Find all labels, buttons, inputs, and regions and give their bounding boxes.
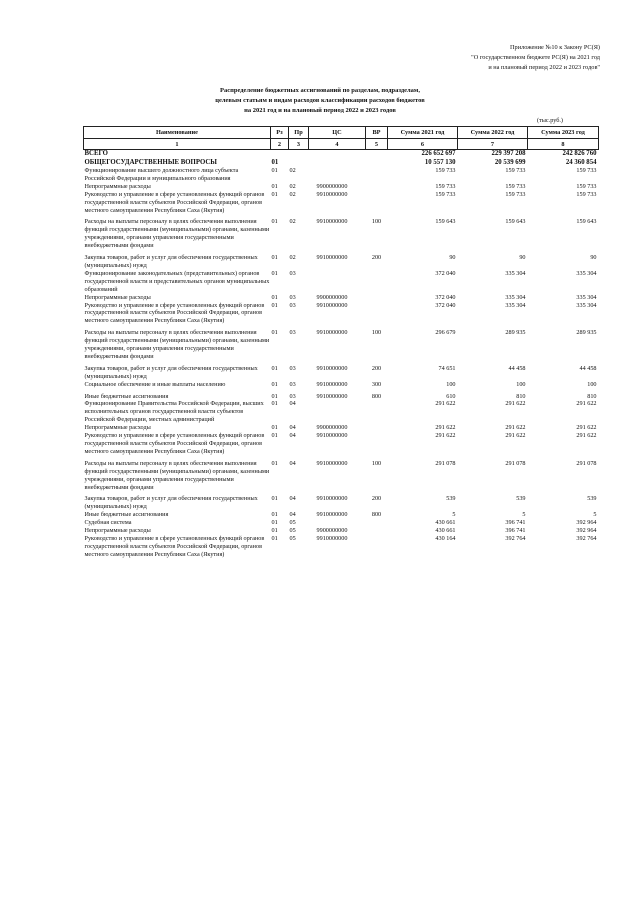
appendix-header bbox=[360, 43, 600, 73]
cell-sum-2023: 392 964 bbox=[576, 519, 597, 527]
table-column-numbers-row bbox=[84, 139, 599, 150]
cell-sum-2021: 90 bbox=[449, 254, 456, 262]
cell-rz: 01 bbox=[271, 527, 278, 535]
cell-rz: 01 bbox=[271, 495, 278, 503]
title-line: Распределение бюджетных ассигнований по разделам, подразделам, bbox=[220, 87, 420, 94]
table-row bbox=[84, 519, 599, 527]
appendix-line: и на плановый период 2022 и 2023 годов" bbox=[488, 64, 600, 71]
table-row bbox=[84, 183, 599, 191]
cell-rz: 01 bbox=[271, 459, 278, 467]
cell-sum-2021: 159 733 bbox=[435, 182, 456, 190]
cell-pr: 04 bbox=[289, 495, 296, 503]
table-row bbox=[84, 535, 599, 559]
cell-cs: 9910000000 bbox=[316, 364, 348, 372]
cell-rz: 01 bbox=[271, 158, 279, 166]
cell-vr: 100 bbox=[371, 459, 382, 467]
cell-sum-2022: 44 458 bbox=[508, 364, 526, 372]
cell-cs: 9910000000 bbox=[316, 432, 348, 440]
header-name: Наименование bbox=[84, 127, 271, 139]
cell-sum-2023: 5 bbox=[593, 511, 597, 519]
header-sum-2022: Сумма 2022 год bbox=[458, 127, 528, 139]
cell-pr: 04 bbox=[289, 424, 296, 432]
cell-name: Функционирование законодательных (представительных) органов государственной власти и представительных органов муниципальных образований bbox=[84, 269, 270, 293]
cell-sum-2023: 810 bbox=[587, 392, 597, 400]
cell-vr bbox=[366, 183, 388, 191]
cell-name: Руководство и управление в сфере установленных функций органов государственной власти субъектов Российской Федерации, органов местного самоуправления Республики Саха (Якутия) bbox=[84, 301, 265, 325]
column-number: 4 bbox=[309, 139, 366, 150]
table-row bbox=[84, 270, 599, 294]
cell-sum-2022: 335 304 bbox=[505, 301, 526, 309]
cell-pr: 05 bbox=[289, 527, 296, 535]
table-row bbox=[84, 527, 599, 535]
cell-sum-2023: 291 622 bbox=[576, 432, 597, 440]
cell-sum-2021: 430 661 bbox=[435, 519, 456, 527]
cell-sum-2023: 335 304 bbox=[576, 269, 597, 277]
cell-rz: 01 bbox=[271, 424, 278, 432]
cell-sum-2023: 90 bbox=[590, 254, 597, 262]
cell-name: Закупка товаров, работ и услуг для обеспечения государственных (муниципальных) нужд bbox=[84, 364, 258, 380]
cell-name: Социальное обеспечение и иные выплаты населению bbox=[84, 380, 226, 388]
cell-sum-2021: 539 bbox=[446, 495, 456, 503]
cell-pr bbox=[289, 150, 309, 159]
cell-cs: 9900000000 bbox=[316, 182, 348, 190]
cell-cs: 9900000000 bbox=[316, 527, 348, 535]
cell-rz: 01 bbox=[271, 182, 278, 190]
cell-vr: 100 bbox=[371, 329, 382, 337]
cell-pr: 02 bbox=[289, 182, 296, 190]
cell-cs bbox=[309, 270, 366, 294]
cell-cs: 9900000000 bbox=[316, 424, 348, 432]
cell-cs: 9910000000 bbox=[316, 534, 348, 542]
cell-pr: 03 bbox=[289, 293, 296, 301]
header-vr: ВР bbox=[366, 127, 388, 139]
cell-sum-2023: 289 935 bbox=[576, 329, 597, 337]
cell-rz: 01 bbox=[271, 293, 278, 301]
cell-pr: 02 bbox=[289, 190, 296, 198]
cell-pr: 05 bbox=[289, 519, 296, 527]
cell-sum-2022: 5 bbox=[522, 511, 526, 519]
cell-name: Закупка товаров, работ и услуг для обеспечения государственных (муниципальных) нужд bbox=[84, 254, 258, 269]
cell-cs: 9910000000 bbox=[316, 301, 348, 309]
cell-sum-2023: 44 458 bbox=[579, 364, 597, 372]
cell-rz: 01 bbox=[271, 534, 278, 542]
table-row bbox=[84, 424, 599, 432]
table-row bbox=[84, 254, 599, 270]
cell-sum-2022: 291 622 bbox=[505, 424, 526, 432]
table-row bbox=[84, 191, 599, 215]
cell-sum-2021: 100 bbox=[446, 380, 456, 388]
cell-sum-2022: 20 539 699 bbox=[494, 158, 526, 166]
cell-sum-2023: 335 304 bbox=[576, 293, 597, 301]
cell-vr bbox=[366, 400, 388, 424]
cell-sum-2023: 392 964 bbox=[576, 527, 597, 535]
cell-cs: 9910000000 bbox=[316, 495, 348, 503]
column-number: 3 bbox=[289, 139, 309, 150]
cell-name: Функционирование высшего должностного лица субъекта Российской Федерации и муниципального образования bbox=[84, 167, 239, 182]
cell-vr bbox=[366, 424, 388, 432]
cell-sum-2022: 159 643 bbox=[505, 218, 526, 226]
column-number: 6 bbox=[388, 139, 458, 150]
column-number: 7 bbox=[458, 139, 528, 150]
cell-vr: 100 bbox=[371, 218, 382, 226]
table-row bbox=[84, 329, 599, 361]
cell-sum-2021: 291 622 bbox=[435, 400, 456, 408]
cell-sum-2022: 810 bbox=[516, 392, 526, 400]
cell-cs: 9910000000 bbox=[316, 329, 348, 337]
cell-pr: 02 bbox=[289, 167, 296, 174]
cell-rz: 01 bbox=[271, 218, 278, 226]
cell-vr: 200 bbox=[371, 495, 382, 503]
cell-sum-2021: 610 bbox=[446, 392, 456, 400]
cell-vr bbox=[366, 150, 388, 159]
table-row bbox=[84, 511, 599, 519]
table-row bbox=[84, 460, 599, 492]
cell-sum-2022: 159 733 bbox=[505, 190, 526, 198]
cell-rz: 01 bbox=[271, 301, 278, 309]
cell-cs bbox=[309, 150, 366, 159]
budget-table bbox=[83, 126, 599, 559]
cell-pr: 04 bbox=[289, 400, 296, 408]
table-row bbox=[84, 302, 599, 326]
cell-rz: 01 bbox=[271, 254, 278, 262]
cell-vr: 800 bbox=[371, 392, 382, 400]
cell-sum-2022: 392 764 bbox=[505, 534, 526, 542]
cell-sum-2023: 392 764 bbox=[576, 534, 597, 542]
cell-cs bbox=[309, 519, 366, 527]
cell-name: Руководство и управление в сфере установленных функций органов государственной власти субъектов Российской Федерации, органов местного самоуправления Республики Саха (Якутия) bbox=[84, 190, 265, 214]
cell-rz: 01 bbox=[271, 392, 278, 400]
header-cs: ЦС bbox=[309, 127, 366, 139]
cell-sum-2023: 242 826 760 bbox=[562, 150, 597, 157]
cell-sum-2023: 291 622 bbox=[576, 400, 597, 408]
cell-pr: 05 bbox=[289, 534, 296, 542]
cell-sum-2022: 335 304 bbox=[505, 269, 526, 277]
table-header-row bbox=[84, 127, 599, 139]
cell-sum-2022: 229 397 208 bbox=[491, 150, 526, 157]
cell-pr: 04 bbox=[289, 511, 296, 519]
header-sum-2023: Сумма 2023 год bbox=[528, 127, 599, 139]
cell-sum-2022: 396 741 bbox=[505, 527, 526, 535]
table-row bbox=[84, 159, 599, 168]
table-body bbox=[84, 150, 599, 559]
cell-name: Закупка товаров, работ и услуг для обеспечения государственных (муниципальных) нужд bbox=[84, 495, 258, 511]
cell-sum-2023: 335 304 bbox=[576, 301, 597, 309]
cell-vr bbox=[366, 535, 388, 559]
cell-sum-2022: 396 741 bbox=[505, 519, 526, 527]
cell-sum-2023: 291 078 bbox=[576, 459, 597, 467]
cell-rz: 01 bbox=[271, 380, 278, 388]
cell-pr: 02 bbox=[289, 218, 296, 226]
cell-sum-2022: 100 bbox=[516, 380, 526, 388]
cell-sum-2022: 159 733 bbox=[505, 182, 526, 190]
cell-name: Непрограммные расходы bbox=[84, 293, 151, 301]
cell-sum-2023: 159 733 bbox=[576, 167, 597, 174]
cell-rz: 01 bbox=[271, 190, 278, 198]
cell-sum-2022: 539 bbox=[516, 495, 526, 503]
cell-vr bbox=[366, 167, 388, 183]
table-row bbox=[84, 393, 599, 401]
table-row bbox=[84, 167, 599, 183]
cell-vr bbox=[366, 302, 388, 326]
cell-name: Непрограммные расходы bbox=[84, 527, 151, 535]
cell-sum-2021: 291 622 bbox=[435, 432, 456, 440]
cell-pr: 03 bbox=[289, 380, 296, 388]
cell-sum-2021: 296 679 bbox=[435, 329, 456, 337]
column-number: 2 bbox=[271, 139, 289, 150]
cell-vr bbox=[366, 270, 388, 294]
cell-cs: 9910000000 bbox=[316, 218, 348, 226]
cell-pr: 02 bbox=[289, 254, 296, 262]
cell-sum-2022: 335 304 bbox=[505, 293, 526, 301]
cell-sum-2023: 100 bbox=[587, 380, 597, 388]
cell-sum-2023: 159 733 bbox=[576, 190, 597, 198]
cell-sum-2021: 372 040 bbox=[435, 269, 456, 277]
appendix-line: Приложение №10 к Закону РС(Я) bbox=[510, 44, 600, 51]
cell-cs: 9910000000 bbox=[316, 190, 348, 198]
cell-sum-2021: 226 652 697 bbox=[421, 150, 456, 157]
cell-pr: 03 bbox=[289, 329, 296, 337]
cell-pr: 03 bbox=[289, 364, 296, 372]
cell-vr bbox=[366, 519, 388, 527]
cell-pr: 04 bbox=[289, 459, 296, 467]
cell-rz: 01 bbox=[271, 269, 278, 277]
cell-sum-2022: 291 622 bbox=[505, 400, 526, 408]
header-sum-2021: Сумма 2021 год bbox=[388, 127, 458, 139]
cell-sum-2022: 289 935 bbox=[505, 329, 526, 337]
table-row bbox=[84, 218, 599, 250]
cell-pr: 03 bbox=[289, 392, 296, 400]
cell-sum-2022: 159 733 bbox=[505, 167, 526, 174]
cell-rz: 01 bbox=[271, 519, 278, 527]
cell-sum-2021: 372 040 bbox=[435, 301, 456, 309]
cell-vr bbox=[366, 159, 388, 168]
table-row bbox=[84, 150, 599, 159]
cell-cs: 9910000000 bbox=[316, 254, 348, 262]
cell-name: Непрограммные расходы bbox=[84, 182, 151, 190]
table-row bbox=[84, 400, 599, 424]
cell-sum-2021: 291 078 bbox=[435, 459, 456, 467]
table-row bbox=[84, 294, 599, 302]
appendix-line: "О государственном бюджете РС(Я) на 2021 год bbox=[471, 54, 600, 61]
cell-sum-2021: 372 040 bbox=[435, 293, 456, 301]
unit-label: (тыс.руб.) bbox=[537, 117, 563, 124]
column-number: 8 bbox=[528, 139, 599, 150]
cell-sum-2021: 430 661 bbox=[435, 527, 456, 535]
cell-rz: 01 bbox=[271, 167, 278, 174]
cell-name: Руководство и управление в сфере установленных функций органов государственной власти субъектов Российской Федерации, органов местного самоуправления Республики Саха (Якутия) bbox=[84, 432, 265, 455]
table-row bbox=[84, 381, 599, 389]
cell-name: Функционирование Правительства Российской Федерации, высших исполнительных органов государственной власти субъектов Российской Федерации, местных администраций bbox=[84, 400, 264, 424]
table-row bbox=[84, 495, 599, 511]
table-row bbox=[84, 365, 599, 381]
cell-rz: 01 bbox=[271, 329, 278, 337]
cell-name: Расходы на выплаты персоналу в целях обеспечения выполнения функций государственными (муниципальными) органами, казенными учреждениями, органами управления государственными внебюджетными фондами bbox=[84, 459, 270, 491]
cell-rz bbox=[271, 150, 289, 159]
document-title bbox=[85, 86, 555, 116]
cell-sum-2021: 159 733 bbox=[435, 190, 456, 198]
cell-name: Расходы на выплаты персоналу в целях обеспечения выполнения функций государственными (муниципальными) органами, казенными учреждениями, органами управления государственными внебюджетными фондами bbox=[84, 329, 270, 360]
cell-pr: 04 bbox=[289, 432, 296, 440]
table-row bbox=[84, 432, 599, 456]
cell-name: Судебная система bbox=[84, 519, 132, 527]
cell-cs bbox=[309, 167, 366, 183]
cell-name: Непрограммные расходы bbox=[84, 424, 151, 432]
cell-vr bbox=[366, 294, 388, 302]
cell-rz: 01 bbox=[271, 432, 278, 440]
cell-sum-2021: 159 643 bbox=[435, 218, 456, 226]
cell-sum-2023: 539 bbox=[587, 495, 597, 503]
cell-rz: 01 bbox=[271, 511, 278, 519]
cell-sum-2021: 291 622 bbox=[435, 424, 456, 432]
cell-vr: 800 bbox=[371, 511, 382, 519]
cell-cs bbox=[309, 400, 366, 424]
cell-sum-2023: 159 643 bbox=[576, 218, 597, 226]
cell-vr: 200 bbox=[371, 364, 382, 372]
cell-name: Иные бюджетные ассигнования bbox=[84, 511, 169, 519]
cell-vr bbox=[366, 432, 388, 456]
cell-vr: 300 bbox=[371, 380, 382, 388]
cell-cs: 9910000000 bbox=[316, 392, 348, 400]
cell-pr bbox=[289, 159, 309, 168]
cell-sum-2023: 291 622 bbox=[576, 424, 597, 432]
header-rz: Рз bbox=[271, 127, 289, 139]
cell-sum-2021: 74 651 bbox=[438, 364, 456, 372]
cell-name: Расходы на выплаты персоналу в целях обеспечения выполнения функций государственными (муниципальными) органами, казенными учреждениями, органами управления государственными внебюджетными фондами bbox=[84, 218, 270, 250]
cell-cs: 9910000000 bbox=[316, 459, 348, 467]
cell-cs bbox=[309, 159, 366, 168]
cell-cs: 9910000000 bbox=[316, 511, 348, 519]
cell-name: ВСЕГО bbox=[84, 150, 108, 157]
cell-pr: 03 bbox=[289, 301, 296, 309]
cell-vr bbox=[366, 191, 388, 215]
cell-sum-2022: 90 bbox=[519, 254, 526, 262]
cell-sum-2022: 291 078 bbox=[505, 459, 526, 467]
cell-name: Руководство и управление в сфере установленных функций органов государственной власти субъектов Российской Федерации, органов местного самоуправления Республики Саха (Якутия) bbox=[84, 534, 265, 558]
cell-name: Иные бюджетные ассигнования bbox=[84, 392, 169, 400]
column-number: 1 bbox=[84, 139, 271, 150]
column-number: 5 bbox=[366, 139, 388, 150]
header-pr: Пр bbox=[289, 127, 309, 139]
cell-sum-2023: 24 360 854 bbox=[565, 158, 597, 166]
cell-sum-2022: 291 622 bbox=[505, 432, 526, 440]
cell-name: ОБЩЕГОСУДАРСТВЕННЫЕ ВОПРОСЫ bbox=[84, 158, 217, 166]
cell-sum-2021: 159 733 bbox=[435, 167, 456, 174]
title-line: целевым статьям и видам расходов классификации расходов бюджетов bbox=[215, 97, 425, 104]
cell-pr: 03 bbox=[289, 269, 296, 277]
title-line: на 2021 год и на плановый период 2022 и 2023 годов bbox=[244, 107, 396, 114]
cell-rz: 01 bbox=[271, 400, 278, 408]
cell-sum-2021: 5 bbox=[452, 511, 456, 519]
cell-rz: 01 bbox=[271, 364, 278, 372]
cell-cs: 9900000000 bbox=[316, 293, 348, 301]
cell-cs: 9910000000 bbox=[316, 380, 348, 388]
cell-sum-2023: 159 733 bbox=[576, 182, 597, 190]
cell-vr bbox=[366, 527, 388, 535]
cell-sum-2021: 10 557 130 bbox=[424, 158, 456, 166]
cell-sum-2021: 430 164 bbox=[435, 534, 456, 542]
cell-vr: 200 bbox=[371, 254, 382, 262]
